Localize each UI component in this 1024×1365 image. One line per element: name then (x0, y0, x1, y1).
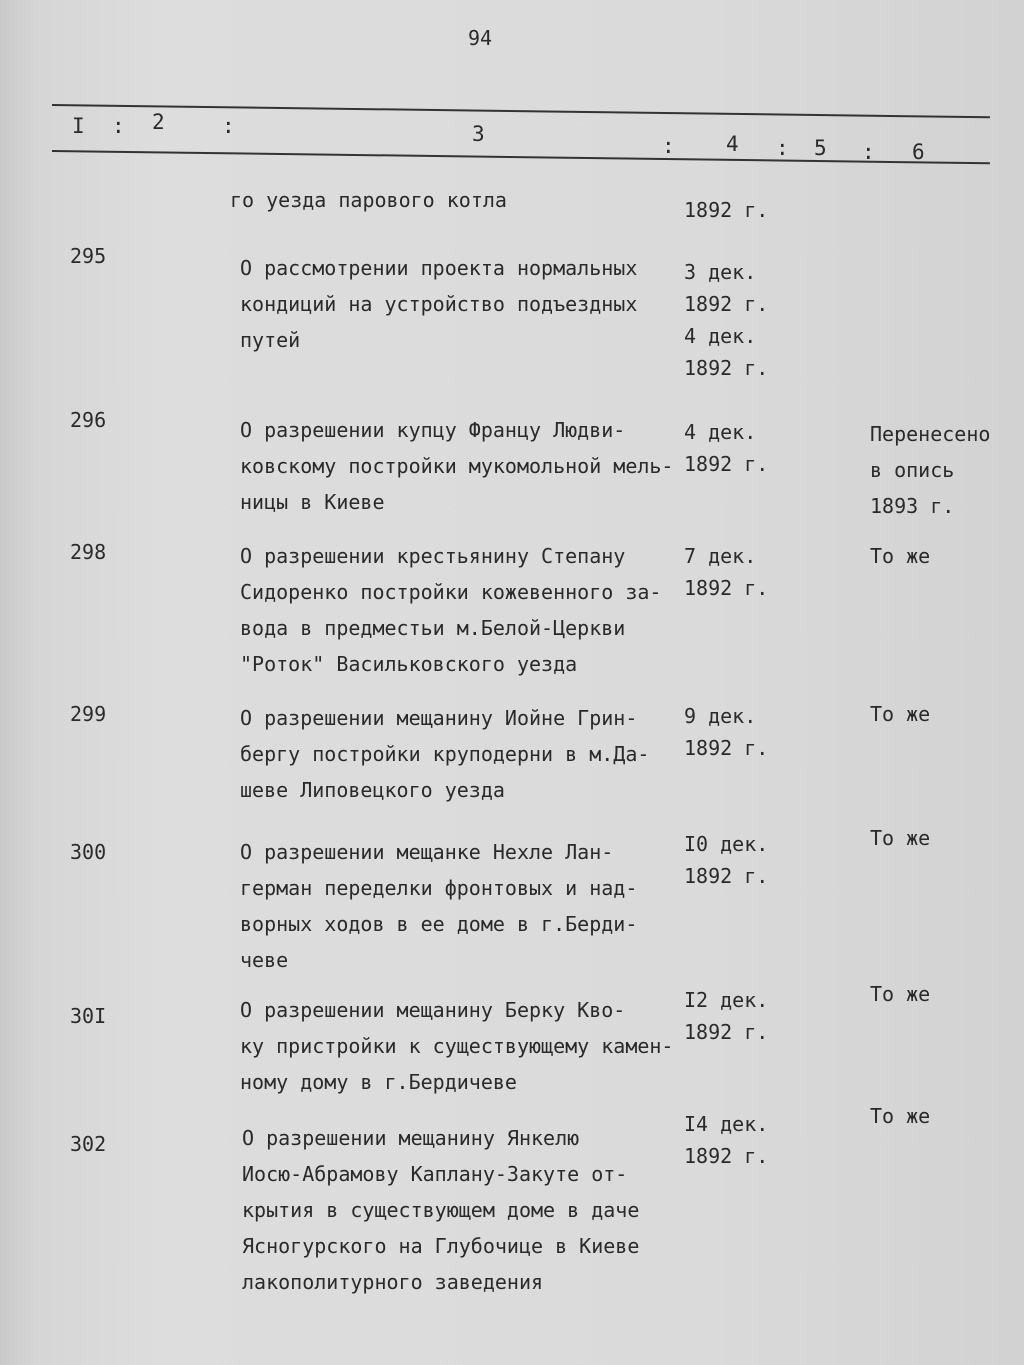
row-title: О рассмотрении проекта нормальных кондиций на устройство подъездных путей (240, 256, 638, 352)
header-col-6: 6 (912, 140, 925, 164)
header-col-1: I (72, 114, 85, 138)
row-note: То же (870, 826, 931, 850)
header-col-2: 2 (152, 110, 165, 134)
header-separator: : (662, 134, 675, 158)
header-col-3: 3 (472, 122, 485, 146)
row-date: 4 дек. 1892 г. (684, 420, 769, 476)
row-date: I4 дек. 1892 г. (684, 1112, 769, 1168)
row-title: О разрешении крестьянину Степану Сидоренко постройки кожевенного за- вода в предместьи м.Белой-Церкви "Роток" Васильковского уезда (240, 544, 662, 676)
row-date: I0 дек. 1892 г. (684, 832, 769, 888)
row-note: То же (870, 982, 931, 1006)
row-title: О разрешении купцу Францу Людви- ковскому постройки мукомольной мель- ницы в Киеве (240, 418, 674, 514)
row-note: То же (870, 702, 931, 726)
header-bottom-rule (52, 150, 990, 164)
row-title: О разрешении мещанину Берку Кво- ку пристройки к существующему камен- ному дому в г.Бердичеве (240, 998, 674, 1094)
row-title: О разрешении мещанину Иойне Грин- бергу постройки круподерни в м.Да- шеве Липовецкого уезда (240, 706, 650, 802)
row-number: 300 (70, 840, 107, 864)
row-date: 1892 г. (684, 198, 769, 222)
row-date: I2 дек. 1892 г. (684, 988, 769, 1044)
row-number: 299 (70, 702, 107, 726)
row-number: 298 (70, 540, 107, 564)
row-number: 295 (70, 244, 107, 268)
row-title: О разрешении мещанину Янкелю Иосю-Абрамову Каплану-Закуте от- крытия в существующем доме в даче Ясногурского на Глубочице в Киеве лакополитурного заведения (242, 1126, 640, 1294)
page-number: 94 (468, 26, 493, 50)
row-date: 3 дек. 1892 г. 4 дек. 1892 г. (684, 260, 769, 380)
row-number: 296 (70, 408, 107, 432)
row-date: 9 дек. 1892 г. (684, 704, 769, 760)
row-title: О разрешении мещанке Нехле Лан- герман переделки фронтовых и над- ворных ходов в ее доме в г.Берди- чеве (240, 840, 638, 972)
row-number: 30I (70, 1004, 107, 1028)
row-note: То же (870, 1104, 931, 1128)
row-number: 302 (70, 1132, 107, 1156)
row-note: Перенесено в опись 1893 г. (870, 422, 991, 518)
header-top-rule (52, 104, 990, 118)
header-separator: : (112, 114, 125, 138)
row-date: 7 дек. 1892 г. (684, 544, 769, 600)
header-col-4: 4 (726, 132, 739, 156)
header-col-5: 5 (814, 136, 827, 160)
header-separator: : (222, 114, 235, 138)
header-separator: : (776, 136, 789, 160)
row-title: го уезда парового котла (230, 188, 507, 212)
row-note: То же (870, 544, 931, 568)
header-separator: : (862, 140, 875, 164)
